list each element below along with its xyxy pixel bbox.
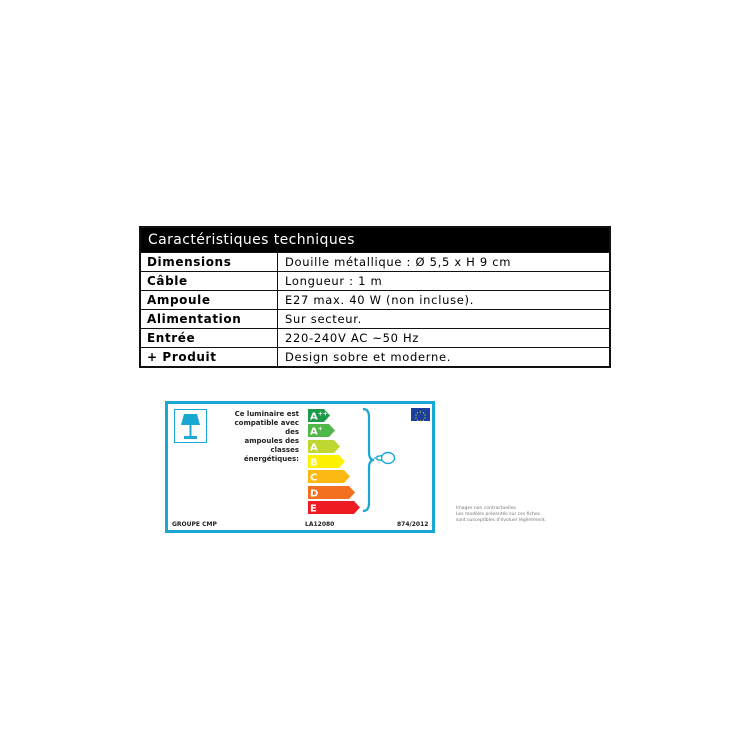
table-row <box>141 290 609 309</box>
energy-class-arrow <box>308 424 337 437</box>
row-value: Douille métallique : Ø 5,5 x H 9 cm <box>285 255 512 269</box>
energy-class-letter: A <box>310 442 318 453</box>
energy-class-letter: A+ <box>310 425 323 438</box>
row-label: Alimentation <box>141 310 278 328</box>
energy-class-arrow <box>308 409 332 422</box>
energy-class-arrow <box>308 440 342 453</box>
row-label: Entrée <box>141 329 278 347</box>
energy-class-arrow <box>308 470 352 483</box>
bracket-icon <box>361 407 375 517</box>
table-row <box>141 347 609 366</box>
energy-label <box>165 401 435 533</box>
compatibility-text: Ce luminaire est compatible avec des ampoules des classes énergétiques: <box>234 410 299 463</box>
disclaimer-text: Images non contractuelles. Les modèles présentés sur ces fiches sont susceptibles d'évoluer légèrement. <box>456 506 547 523</box>
table-row <box>141 252 609 271</box>
energy-class-arrow <box>308 455 347 468</box>
energy-class-arrow <box>308 501 362 514</box>
table-row <box>141 271 609 290</box>
row-value: Design sobre et moderne. <box>285 350 452 364</box>
table-row <box>141 309 609 328</box>
spec-table-title: Caractéristiques techniques <box>141 228 609 252</box>
model-reference: LA12080 <box>305 521 335 528</box>
table-row <box>141 328 609 347</box>
energy-class-letter: A++ <box>310 410 328 422</box>
light-bulb-icon <box>374 450 396 470</box>
energy-class-letter: E <box>310 503 317 514</box>
energy-class-letter: B <box>310 457 318 468</box>
energy-class-arrow <box>308 486 357 499</box>
regulation-number: 874/2012 <box>397 521 429 528</box>
energy-class-letter: D <box>310 488 319 499</box>
eu-flag-icon <box>411 408 430 421</box>
spec-table <box>139 226 611 368</box>
table-lamp-icon <box>174 409 207 443</box>
row-label: Câble <box>141 272 278 290</box>
row-label: Ampoule <box>141 291 278 309</box>
row-value: E27 max. 40 W (non incluse). <box>285 293 475 307</box>
row-value: 220-240V AC ~50 Hz <box>285 331 420 345</box>
row-label: Dimensions <box>141 253 278 271</box>
energy-class-letter: C <box>310 472 318 484</box>
row-value: Sur secteur. <box>285 312 362 326</box>
row-label: + Produit <box>141 348 278 366</box>
supplier-name: GROUPE CMP <box>172 521 217 528</box>
row-value: Longueur : 1 m <box>285 274 383 288</box>
